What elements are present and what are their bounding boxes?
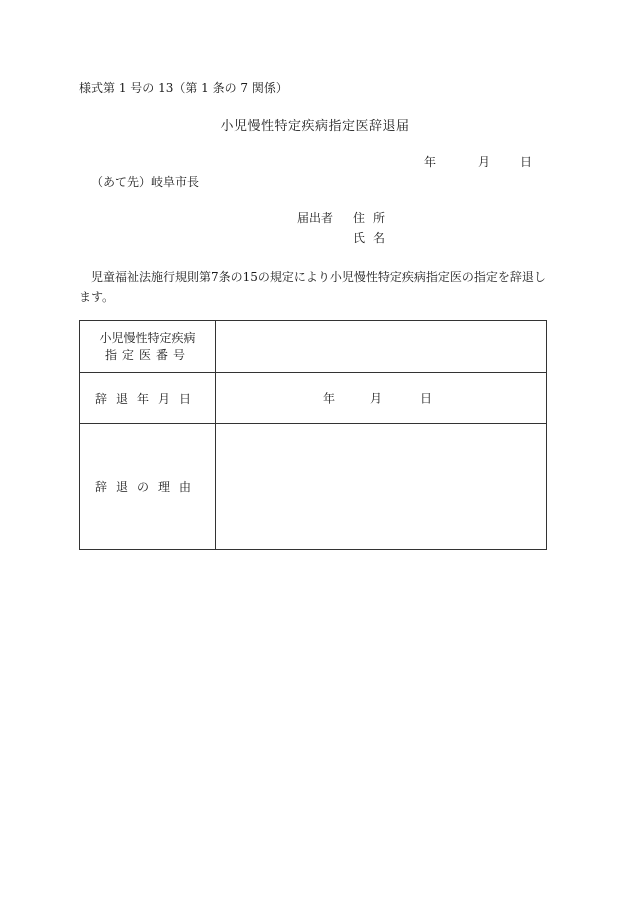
date-day-label: 日 (520, 155, 533, 169)
designated-doctor-number-field[interactable] (216, 321, 547, 373)
withdrawal-month-label: 月 (370, 391, 383, 406)
withdrawal-form-table (79, 320, 547, 550)
document-title: 小児慢性特定疾病指定医辞退届 (220, 119, 410, 134)
form-number: 様式第 1 号の 13（第 1 条の 7 関係） (79, 81, 288, 95)
table-row (80, 373, 547, 424)
withdrawal-date-label: 辞退年月日 (94, 391, 200, 406)
table-row (80, 321, 547, 373)
withdrawal-date-field[interactable] (216, 373, 547, 424)
notifier-label: 届出者 (297, 211, 334, 225)
withdrawal-reason-label: 辞退の理由 (94, 480, 200, 494)
withdrawal-day-label: 日 (420, 391, 433, 406)
withdrawal-reason-label-cell (80, 424, 216, 550)
withdrawal-year-label: 年 (323, 391, 336, 406)
name-label: 氏名 (353, 231, 394, 245)
label-line-2: 指定医番号 (104, 347, 190, 362)
table-row (80, 424, 547, 550)
address-label: 住所 (353, 211, 394, 225)
withdrawal-date-label-cell (80, 373, 216, 424)
withdrawal-reason-field[interactable] (216, 424, 547, 550)
body-text: 児童福祉法施行規則第7条の15の規定により小児慢性特定疾病指定医の指定を辞退します。 (79, 270, 546, 304)
date-month-label: 月 (478, 155, 491, 169)
label-line-1: 小児慢性特定疾病 (99, 330, 196, 345)
addressee: （あて先）岐阜市長 (91, 175, 200, 189)
designated-doctor-number-label (80, 321, 216, 373)
date-year-label: 年 (424, 155, 437, 169)
